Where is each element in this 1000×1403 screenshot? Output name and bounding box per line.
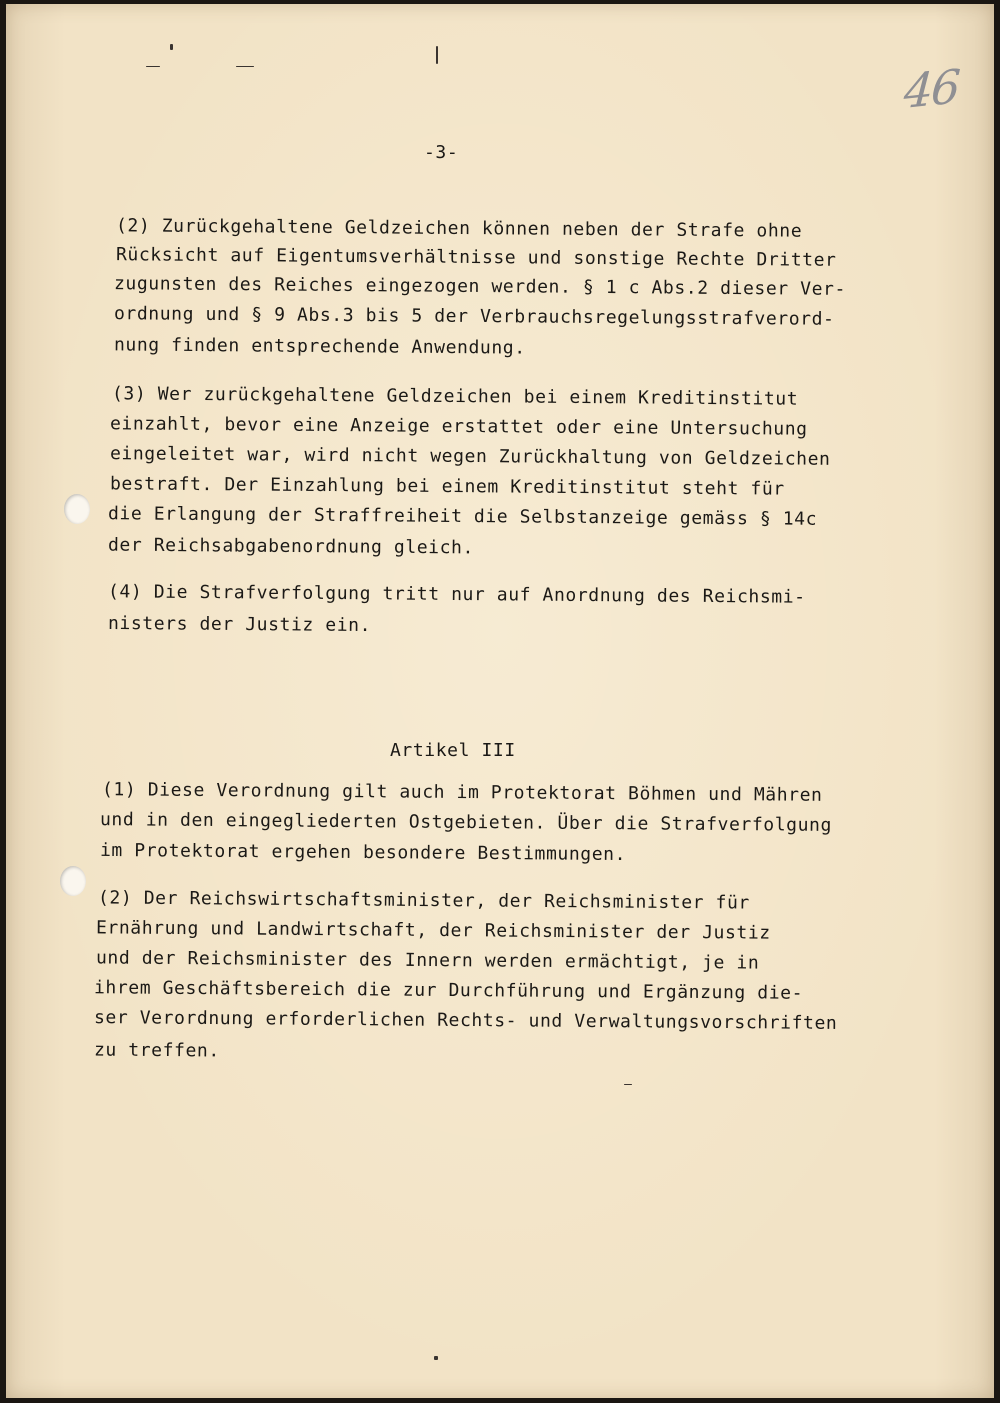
punch-hole-upper	[64, 494, 90, 524]
text-line: (1) Diese Verordnung gilt auch im Protektorat Böhmen und Mähren	[101, 779, 823, 806]
text-line: ser Verordnung erforderlichen Rechts- und Verwaltungsvorschriften	[93, 1007, 838, 1034]
text-line: einzahlt, bevor eine Anzeige erstattet oder eine Untersuchung	[109, 413, 808, 440]
ink-speck	[146, 66, 160, 67]
ink-speck	[436, 46, 438, 64]
ink-speck	[624, 1084, 632, 1085]
text-line: (3) Wer zurückgehaltene Geldzeichen bei einem Kreditinstitut	[111, 383, 799, 410]
text-line: die Erlangung der Straffreiheit die Selbstanzeige gemäss § 14c	[107, 503, 818, 530]
text-line: und in den eingegliederten Ostgebieten. Über die Strafverfolgung	[99, 809, 833, 836]
text-line: (2) Der Reichswirtschaftsminister, der Reichsminister für	[97, 887, 750, 914]
text-line: bestraft. Der Einzahlung bei einem Kreditinstitut steht für	[109, 473, 785, 500]
text-line: im Protektorat ergehen besondere Bestimmungen.	[99, 839, 627, 866]
article-heading: Artikel III	[390, 740, 516, 761]
text-line: ihrem Geschäftsbereich die zur Durchführung und Ergänzung die-	[93, 977, 804, 1004]
text-line: Ernährung und Landwirtschaft, der Reichsminister der Justiz	[95, 917, 771, 944]
document-page	[6, 4, 994, 1398]
text-line: der Reichsabgabenordnung gleich.	[107, 534, 475, 559]
folio-number: 46	[902, 58, 961, 120]
text-line: Rücksicht auf Eigentumsverhältnisse und sonstige Rechte Dritter	[115, 244, 837, 271]
text-line: nung finden entsprechende Anwendung.	[113, 334, 526, 359]
ink-speck	[434, 1356, 438, 1360]
text-line: eingeleitet war, wird nicht wegen Zurückhaltung von Geldzeichen	[109, 443, 831, 470]
text-line: (2) Zurückgehaltene Geldzeichen können neben der Strafe ohne	[115, 215, 803, 242]
text-line: nisters der Justiz ein.	[107, 612, 372, 637]
text-line: (4) Die Strafverfolgung tritt nur auf Anordnung des Reichsmi-	[107, 581, 806, 608]
text-line: ordnung und § 9 Abs.3 bis 5 der Verbrauchsregelungsstrafverord-	[113, 303, 835, 330]
text-line: zu treffen.	[93, 1039, 220, 1062]
ink-speck	[170, 44, 173, 50]
page-number: -3-	[424, 142, 459, 163]
text-line: zugunsten des Reiches eingezogen werden. § 1 c Abs.2 dieser Ver-	[113, 273, 847, 300]
ink-speck	[236, 66, 254, 67]
text-line: und der Reichsminister des Innern werden ermächtigt, je in	[95, 947, 760, 974]
punch-hole-lower	[60, 866, 86, 896]
